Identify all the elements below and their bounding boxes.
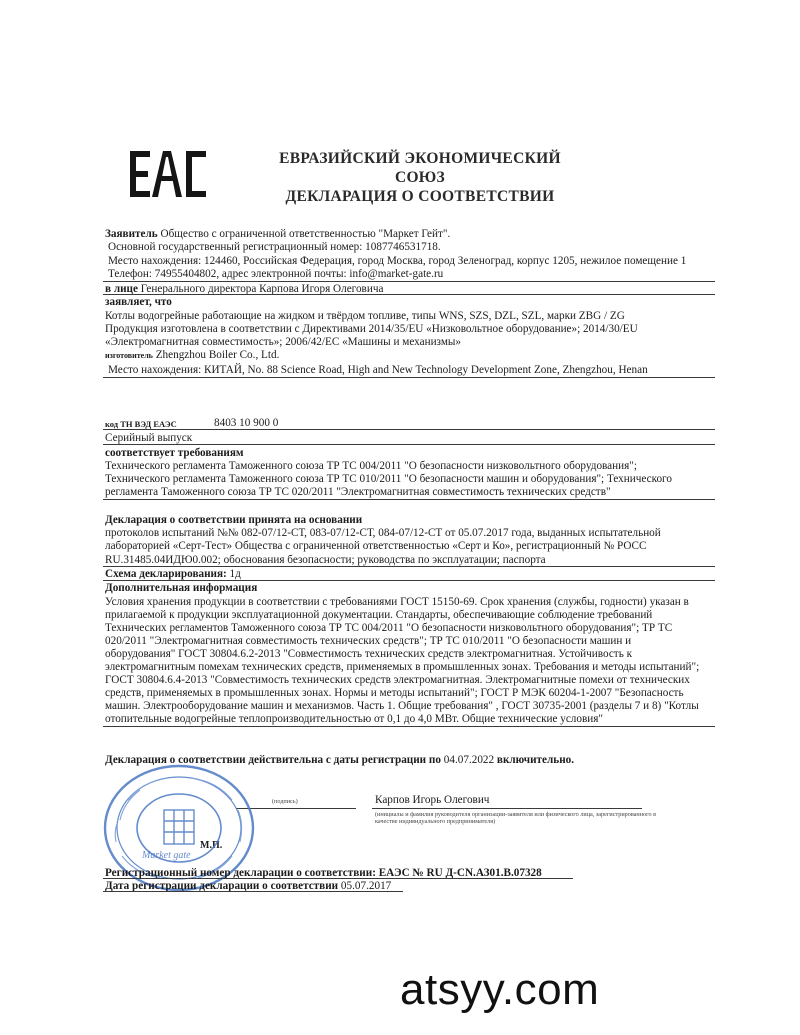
divider [103,878,573,879]
eac-logo [128,148,208,200]
production-type: Серийный выпуск [105,432,193,444]
signatory-name: Карпов Игорь Олегович [375,794,490,806]
applicant-contacts: Телефон: 74955404802, адрес электронной почты: info@market-gate.ru [108,268,444,280]
basis-line-3: RU.31485.04ИДЮ0.002; обоснования безопасности; руководства по эксплуатации; паспорта [105,554,546,566]
requirements-line-3: регламента Таможенного союза ТР ТС 020/2011 "Электромагнитная совместимость технических средств" [105,486,611,498]
divider [103,444,715,445]
validity-suffix: включительно. [496,754,575,766]
additional-line-10: отопительные водогрейные теплопроизводительностью от 0,1 до 4,0 МВт. Общие технические условия" [105,713,603,725]
signature-caption: (подпись) [272,798,298,805]
title-line-2: СОЮЗ [394,169,446,186]
divider [103,377,715,378]
applicant-ogrn: Основной государственный регистрационный номер: 1087746531718. [108,241,441,253]
tn-ved-value: 8403 10 900 0 [214,417,279,429]
representative-label: в лице [105,283,138,295]
applicant-value: Общество с ограниченной ответственностью "Маркет Гейт". [160,228,451,240]
divider [103,294,715,295]
signatory-caption: (инициалы и фамилия руководителя организации-заявителя или физического лица, зарегистрированного в качестве индивидуального предпринимателя) [375,811,657,825]
additional-line-5: оборудования" ГОСТ 30804.6.2-2013 "Совместимость технических средств электромагнитная. Устойчивость к [105,648,633,660]
registration-number-value: ЕАЭС № RU Д-CN.АЗ01.В.07328 [378,867,542,879]
product-line-1: Котлы водогрейные работающие на жидком и твёрдом топливе, типы WNS, SZS, DZL, SZL, марки ZBG / ZG [105,310,625,322]
title-line-3: ДЕКЛАРАЦИЯ О СООТВЕТСТВИИ [285,188,555,205]
applicant-row [105,228,450,240]
basis-line-1: протоколов испытаний №№ 082-07/12-СТ, 083-07/12-СТ, 084-07/12-СТ от 05.07.2017 года, выданных испытательной [105,527,661,539]
additional-line-2: прилагаемой к продукции эксплуатационной документации. Стандарты, обеспечивающие соблюдение требований [105,609,653,621]
divider [103,499,715,500]
additional-line-6: электромагнитным помехам технических средств, применяемых в промышленных зонах. Требования и методы испытаний"; [105,661,700,673]
additional-line-9: машин. Электрооборудование машин и механизмов. Часть 1. Общие требования" , ГОСТ 30735-2001 (разделы 7 и 8) "Котлы [105,700,699,712]
basis-line-2: лабораторией «Серт-Тест» Общества с ограниченной ответственностью «Серт и Ко», регистрационный № РОСС [105,540,647,552]
basis-label: Декларация о соответствии принята на основании [105,514,363,526]
signatory-line [372,808,642,809]
product-line-2: Продукция изготовлена в соответствии с Директивами 2014/35/EU «Низковольтное оборудование»; 2014/30/EU [105,323,638,335]
divider [103,566,715,567]
scheme-value: 1д [229,568,241,580]
declares-label: заявляет, что [105,296,172,308]
requirements-line-2: Технического регламента Таможенного союза ТР ТС 010/2011 "О безопасности машин и оборудования"; Технического [105,473,672,485]
registration-date-label: Дата регистрации декларации о соответствии [105,880,339,892]
validity-date: 04.07.2022 [443,754,495,766]
divider [103,726,715,727]
manufacturer-location: Место нахождения: КИТАЙ, No. 88 Science Road, High and New Technology Development Zone, Zhengzhou, Henan [108,364,648,376]
divider [103,429,715,430]
divider [103,891,403,892]
registration-date-value: 05.07.2017 [340,880,392,892]
additional-line-8: средств, применяемых в промышленных зонах. Нормы и методы испытаний"; ГОСТ Р МЭК 60204-1-2007 "Безопасность [105,687,684,699]
scheme-label: Схема декларирования: [105,568,227,580]
product-line-3: «Электромагнитная совместимость»; 2006/42/ЕС «Машины и механизмы» [105,336,462,348]
manufacturer-row [105,349,279,362]
manufacturer-value: Zhengzhou Boiler Co., Ltd. [155,349,280,361]
registration-number-label: Регистрационный номер декларации о соответствии: [105,867,376,879]
divider [103,580,715,581]
title-line-1: ЕВРАЗИЙСКИЙ ЭКОНОМИЧЕСКИЙ [279,150,561,167]
applicant-label: Заявитель [105,228,158,240]
applicant-address: Место нахождения: 124460, Российская Федерация, город Москва, город Зеленоград, корпус 1205, нежилое помещение 1 [108,255,687,267]
additional-line-1: Условия хранения продукции в соответствии с требованиями ГОСТ 15150-69. Срок хранения (службы, годности) указан в [105,596,689,608]
stamp-logo-text: Market gate [142,850,191,861]
scheme-row [105,568,241,580]
validity-label: Декларация о соответствии действительна с даты регистрации по [105,754,441,766]
site-watermark: atsyy.com [400,965,600,1014]
additional-line-7: ГОСТ 30804.6.4-2013 "Совместимость технических средств электромагнитная. Электромагнитные помехи от технических [105,674,690,686]
stamp-place-label: М.П. [200,840,223,851]
requirements-line-1: Технического регламента Таможенного союза ТР ТС 004/2011 "О безопасности низковольтного оборудования"; [105,460,637,472]
additional-label: Дополнительная информация [105,582,258,594]
representative-value: Генерального директора Карпова Игоря Олеговича [140,283,384,295]
additional-line-4: 020/2011 "Электромагнитная совместимость технических средств"; ТР ТС 010/2011 "О безопасности машин и [105,635,632,647]
requirements-label: соответствует требованиям [105,447,244,459]
additional-line-3: Технических регламентов Таможенного союза ТР ТС 004/2011 "О безопасности низковольтного оборудования"; ТР ТС [105,622,673,634]
divider [103,281,715,282]
manufacturer-label: изготовитель [105,351,153,360]
tn-ved-label: код ТН ВЭД ЕАЭС [105,419,177,429]
